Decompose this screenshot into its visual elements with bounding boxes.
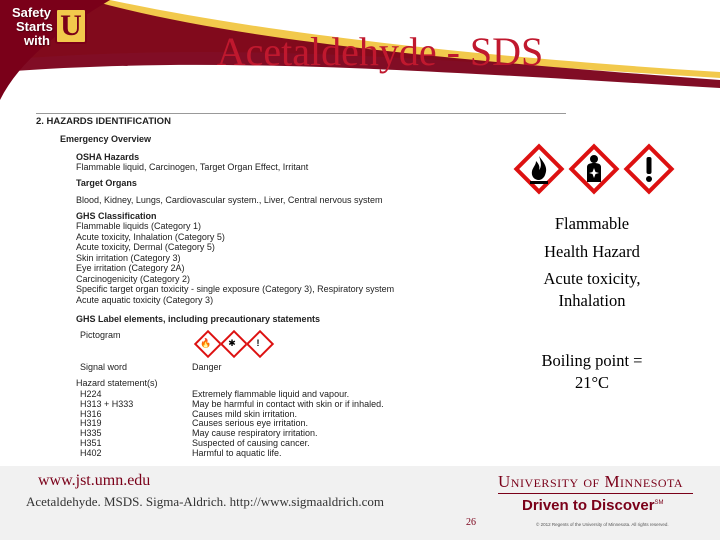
hazard-statement-text: Extremely flammable liquid and vapour. — [192, 389, 350, 399]
slide-title: Acetaldehyde - SDS — [216, 29, 544, 74]
tagline-text: Driven to Discover — [522, 497, 655, 514]
tagline-service-mark: SM — [654, 500, 664, 506]
footer-url-link[interactable]: www.jst.umn.edu — [38, 472, 151, 489]
hazard-statement-code: H335 — [80, 428, 102, 439]
ghs-classification-heading: GHS Classification — [76, 211, 157, 221]
mini-flame-icon: 🔥 — [200, 338, 212, 348]
page-number: 26 — [466, 517, 476, 528]
safety-starts-with-u-logo — [0, 0, 110, 80]
university-wordmark — [498, 472, 683, 492]
boiling-point-line1: Boiling point = — [541, 351, 643, 370]
hazard-statement-text: Causes mild skin irritation. — [192, 408, 298, 419]
ghs-classification-item: Specific target organ toxicity - single exposure (Category 3), Respiratory system — [76, 284, 395, 294]
hazard-statement-text: May be harmful in contact with skin or if inhaled. — [192, 398, 384, 409]
target-organs-heading: Target Organs — [76, 178, 137, 188]
sds-excerpt — [34, 112, 574, 468]
logo-letter: U — [55, 8, 87, 44]
ghs-classification-item: Eye irritation (Category 2A) — [76, 263, 185, 273]
hazard-statement-text: Harmful to aquatic life. — [192, 447, 282, 458]
hazard-statement-code: H224 — [80, 389, 102, 399]
exclamation-mark-icon — [646, 157, 652, 182]
flame-pictogram — [512, 142, 566, 196]
signal-word-label: Signal word — [80, 362, 128, 372]
hazard-statement-code: H351 — [80, 438, 102, 448]
logo-line-1: Safety — [12, 5, 52, 20]
hazard-statement-text: Causes serious eye irritation. — [192, 418, 309, 429]
logo-line-2: Starts — [16, 19, 53, 34]
sds-section-title: 2. HAZARDS IDENTIFICATION — [36, 116, 171, 127]
hazard-statement-text: May cause respiratory irritation. — [192, 428, 318, 439]
label-elements-heading: GHS Label elements, including precautionary statements — [76, 314, 321, 324]
exclamation-pictogram — [622, 142, 676, 196]
hazard-flammable: Flammable — [554, 214, 630, 233]
section-rule — [36, 113, 566, 114]
boiling-point-line2: 21°C — [574, 373, 610, 392]
tagline — [522, 497, 664, 514]
hazard-statement-text: Suspected of causing cancer. — [192, 438, 310, 448]
osha-hazards-heading: OSHA Hazards — [76, 152, 140, 162]
hazard-statement-code: H402 — [80, 447, 102, 458]
wordmark-divider — [498, 493, 693, 494]
ghs-classification-item: Carcinogenicity (Category 2) — [76, 273, 191, 284]
hazard-health: Health Hazard — [544, 242, 640, 261]
pictogram-label: Pictogram — [80, 330, 121, 340]
mini-exclamation-icon: ! — [256, 338, 260, 348]
logo-line-3: with — [24, 33, 50, 48]
hazard-statement-code: H316 — [80, 408, 102, 419]
ghs-classification-item: Acute toxicity, Dermal (Category 5) — [76, 242, 215, 252]
ghs-classification-item: Acute aquatic toxicity (Category 3) — [76, 294, 214, 305]
hazard-statement-code: H313 + H333 — [80, 398, 134, 409]
hazard-statement-code: H319 — [80, 418, 102, 429]
footer-citation: Acetaldehyde. MSDS. Sigma-Aldrich. http://www.sigmaaldrich.com — [26, 494, 385, 509]
hazard-acute-toxicity-line2: Inhalation — [558, 291, 626, 310]
hazard-statements-label: Hazard statement(s) — [76, 378, 158, 388]
mini-health-hazard-icon: ✱ — [228, 338, 236, 348]
emergency-overview: Emergency Overview — [60, 134, 152, 144]
health-hazard-pictogram — [567, 142, 621, 196]
target-organs-text: Blood, Kidney, Lungs, Cardiovascular system., Liver, Central nervous system — [76, 195, 383, 205]
ghs-classification-item: Acute toxicity, Inhalation (Category 5) — [76, 231, 225, 242]
copyright-notice: © 2012 Regents of the University of Minnesota. All rights reserved. — [536, 522, 669, 527]
signal-word: Danger — [192, 362, 222, 372]
hazard-acute-toxicity-line1: Acute toxicity, — [543, 269, 641, 288]
osha-hazards-text: Flammable liquid, Carcinogen, Target Organ Effect, Irritant — [76, 162, 309, 172]
university-name: University of Minnesota — [498, 472, 684, 491]
ghs-classification-item: Flammable liquids (Category 1) — [76, 221, 202, 231]
ghs-classification-item: Skin irritation (Category 3) — [76, 252, 181, 263]
